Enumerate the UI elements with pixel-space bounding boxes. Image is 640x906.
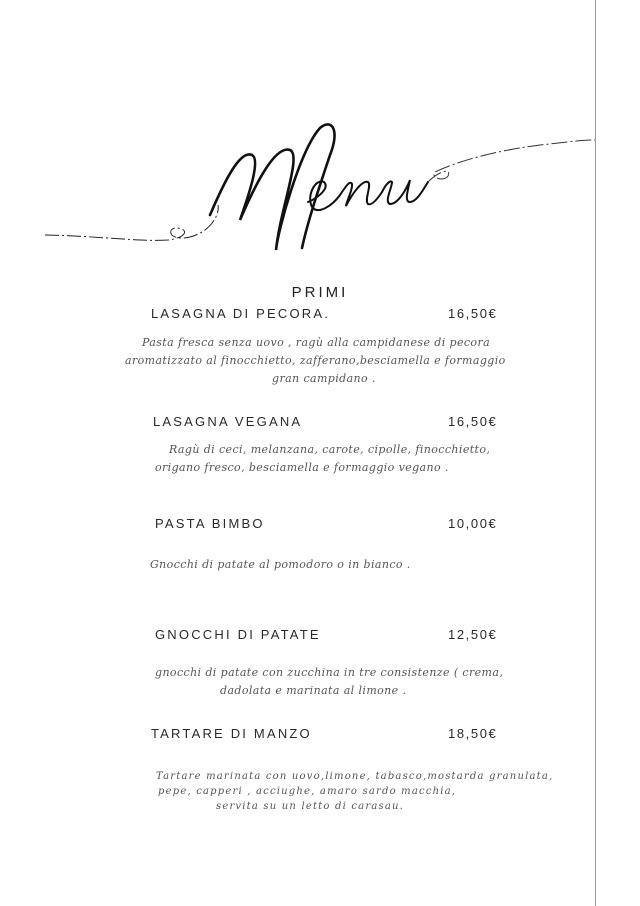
menu-item-name: LASAGNA VEGANA bbox=[153, 414, 303, 429]
desc-line: origano fresco, besciamella e formaggio vegano . bbox=[155, 461, 449, 474]
desc-line: Ragù di ceci, melanzana, carote, cipolle, finocchietto, bbox=[169, 443, 491, 456]
desc-line: pepe, capperi , acciughe, amaro sardo macchia, bbox=[158, 786, 457, 797]
desc-line: gnocchi di patate con zucchina in tre consistenze ( crema, bbox=[155, 666, 504, 679]
menu-logo-icon bbox=[40, 110, 600, 270]
desc-line: Tartare marinata con uovo,limone, tabasco,mostarda granulata, bbox=[156, 771, 554, 782]
menu-item-price: 18,50€ bbox=[448, 726, 498, 741]
menu-item-name: PASTA BIMBO bbox=[155, 516, 265, 531]
menu-item-description bbox=[155, 664, 503, 700]
menu-item-description bbox=[125, 334, 506, 388]
menu-item-name: TARTARE DI MANZO bbox=[151, 726, 312, 741]
desc-line: Pasta fresca senza uovo , ragù alla campidanese di pecora bbox=[142, 336, 491, 349]
menu-item-price: 16,50€ bbox=[448, 414, 498, 429]
menu-item-description bbox=[150, 556, 411, 574]
desc-line: dadolata e marinata al limone . bbox=[220, 684, 407, 697]
menu-script-logo bbox=[40, 110, 600, 270]
menu-item-description bbox=[155, 441, 491, 477]
menu-item-name: LASAGNA DI PECORA. bbox=[151, 306, 331, 321]
desc-line: servita su un letto di carasau. bbox=[216, 801, 404, 812]
menu-item-price: 10,00€ bbox=[448, 516, 498, 531]
desc-line: Gnocchi di patate al pomodoro o in bianco . bbox=[150, 558, 411, 571]
menu-item-price: 12,50€ bbox=[448, 627, 498, 642]
desc-line: gran campidano . bbox=[272, 372, 376, 385]
menu-item-name: GNOCCHI DI PATATE bbox=[155, 627, 321, 642]
menu-item-price: 16,50€ bbox=[448, 306, 498, 321]
section-title-primi: PRIMI bbox=[291, 284, 349, 301]
desc-line: aromatizzato al finocchietto, zafferano,besciamella e formaggio bbox=[125, 354, 506, 367]
menu-item-description bbox=[156, 769, 553, 814]
